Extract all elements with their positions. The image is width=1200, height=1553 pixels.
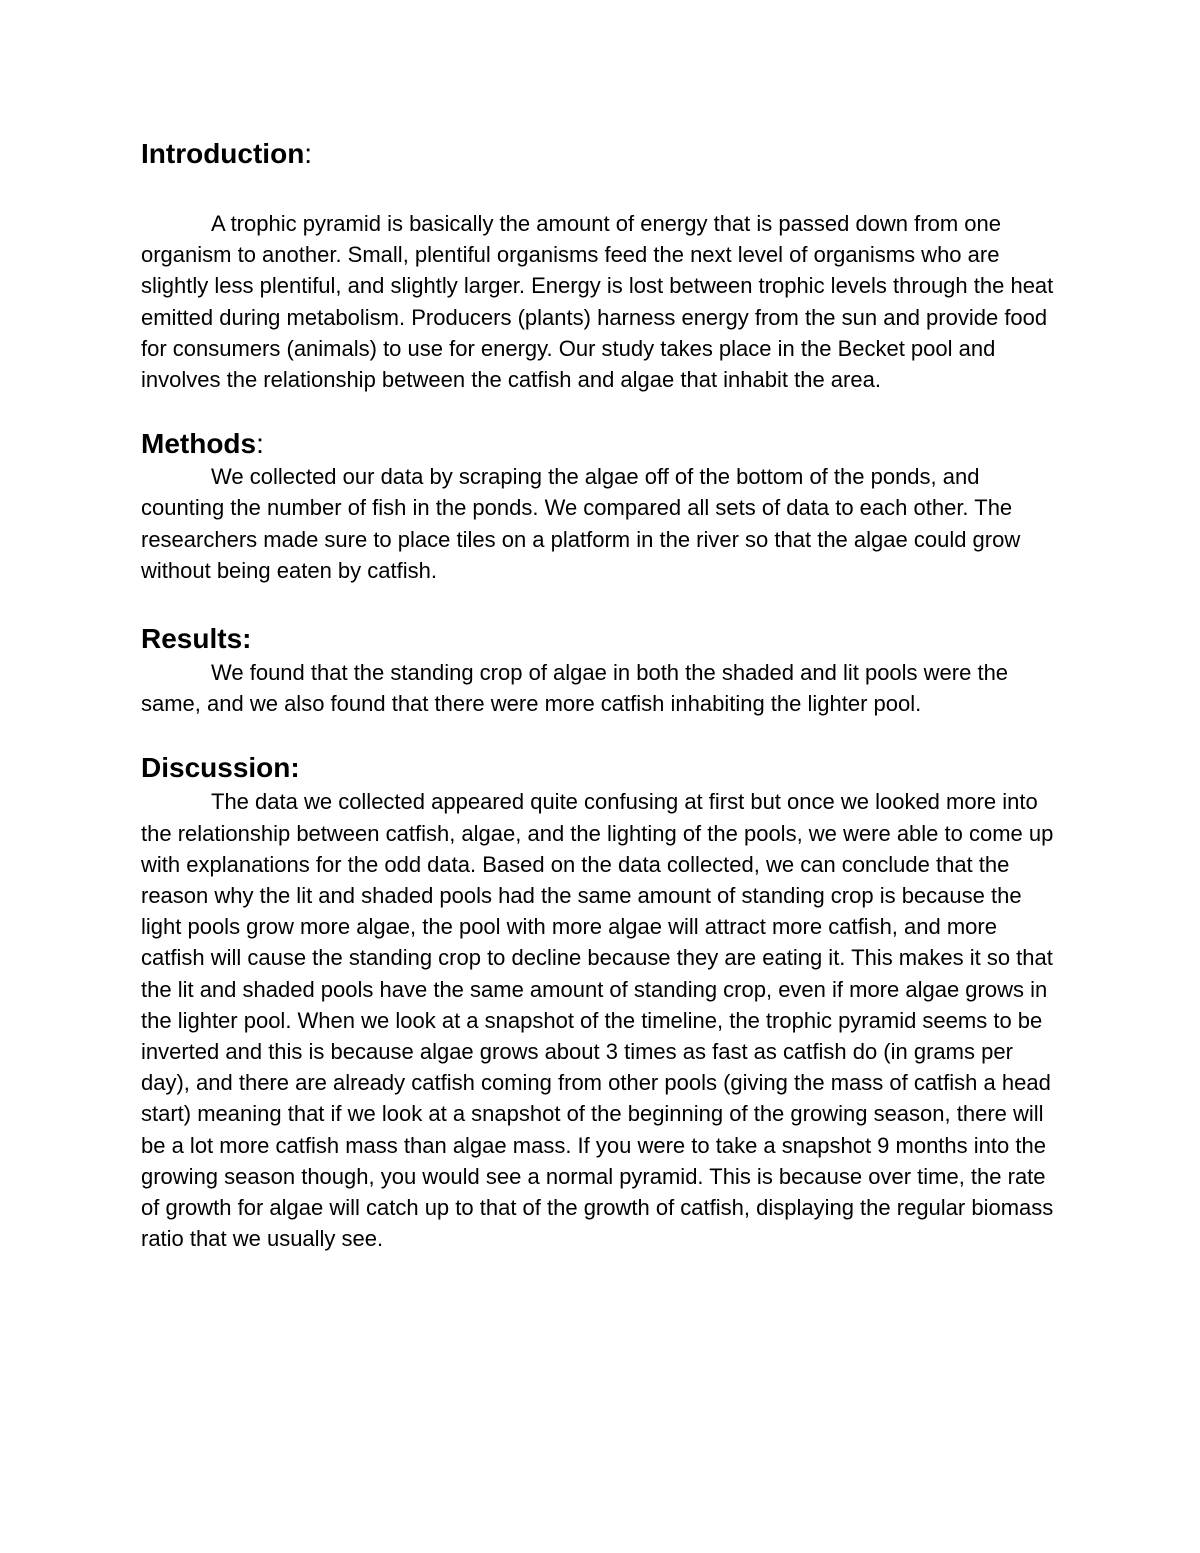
introduction-heading xyxy=(141,138,1061,170)
results-heading: Results: xyxy=(141,623,252,655)
methods-heading-colon: : xyxy=(256,428,264,460)
discussion-section xyxy=(141,752,1061,1254)
introduction-paragraph: A trophic pyramid is basically the amount of energy that is passed down from one organism to another. Small, plentiful organisms feed the next level of organisms who are slightly less plentiful, and slightly larger. Energy is lost between trophic levels through the heat emitted during metabolism. Producers (plants) harness energy from the sun and provide food for consumers (animals) to use for energy. Our study takes place in the Becket pool and involves the relationship between the catfish and algae that inhabit the area. xyxy=(141,211,1054,393)
results-section xyxy=(141,623,1061,719)
results-paragraph: We found that the standing crop of algae in both the shaded and lit pools were the same, and we also found that there were more catfish inhabiting the lighter pool. xyxy=(141,660,1009,717)
methods-heading-text: Methods xyxy=(141,428,257,460)
methods-paragraph: We collected our data by scraping the algae off of the bottom of the ponds, and counting the number of fish in the ponds. We compared all sets of data to each other. The researchers made sure to place tiles on a platform in the river so that the algae could grow without being eaten by catfish. xyxy=(141,464,1021,583)
methods-section xyxy=(141,428,1061,586)
document-page xyxy=(141,138,1061,1254)
introduction-heading-text: Introduction xyxy=(141,138,305,169)
discussion-paragraph: The data we collected appeared quite confusing at first but once we looked more into the relationship between catfish, algae, and the lighting of the pools, we were able to come up with explanations for the odd data. Based on the data collected, we can conclude that the reason why the lit and shaded pools had the same amount of standing crop is because the light pools grow more algae, the pool with more algae will attract more catfish, and more catfish will cause the standing crop to decline because they are eating it. This makes it so that the lit and shaded pools have the same amount of standing crop, even if more algae grows in the lighter pool. When we look at a snapshot of the timeline, the trophic pyramid seems to be inverted and this is because algae grows about 3 times as fast as catfish do (in grams per day), and there are already catfish coming from other pools (giving the mass of catfish a head start) meaning that if we look at a snapshot of the beginning of the growing season, there will be a lot more catfish mass than algae mass. If you were to take a snapshot 9 months into the growing season though, you would see a normal pyramid. This is because over time, the rate of growth for algae will catch up to that of the growth of catfish, displaying the regular biomass ratio that we usually see. xyxy=(141,789,1054,1252)
introduction-heading-colon: : xyxy=(304,138,313,169)
discussion-heading: Discussion: xyxy=(141,752,300,784)
methods-heading xyxy=(141,428,1061,460)
introduction-section xyxy=(141,138,1061,395)
